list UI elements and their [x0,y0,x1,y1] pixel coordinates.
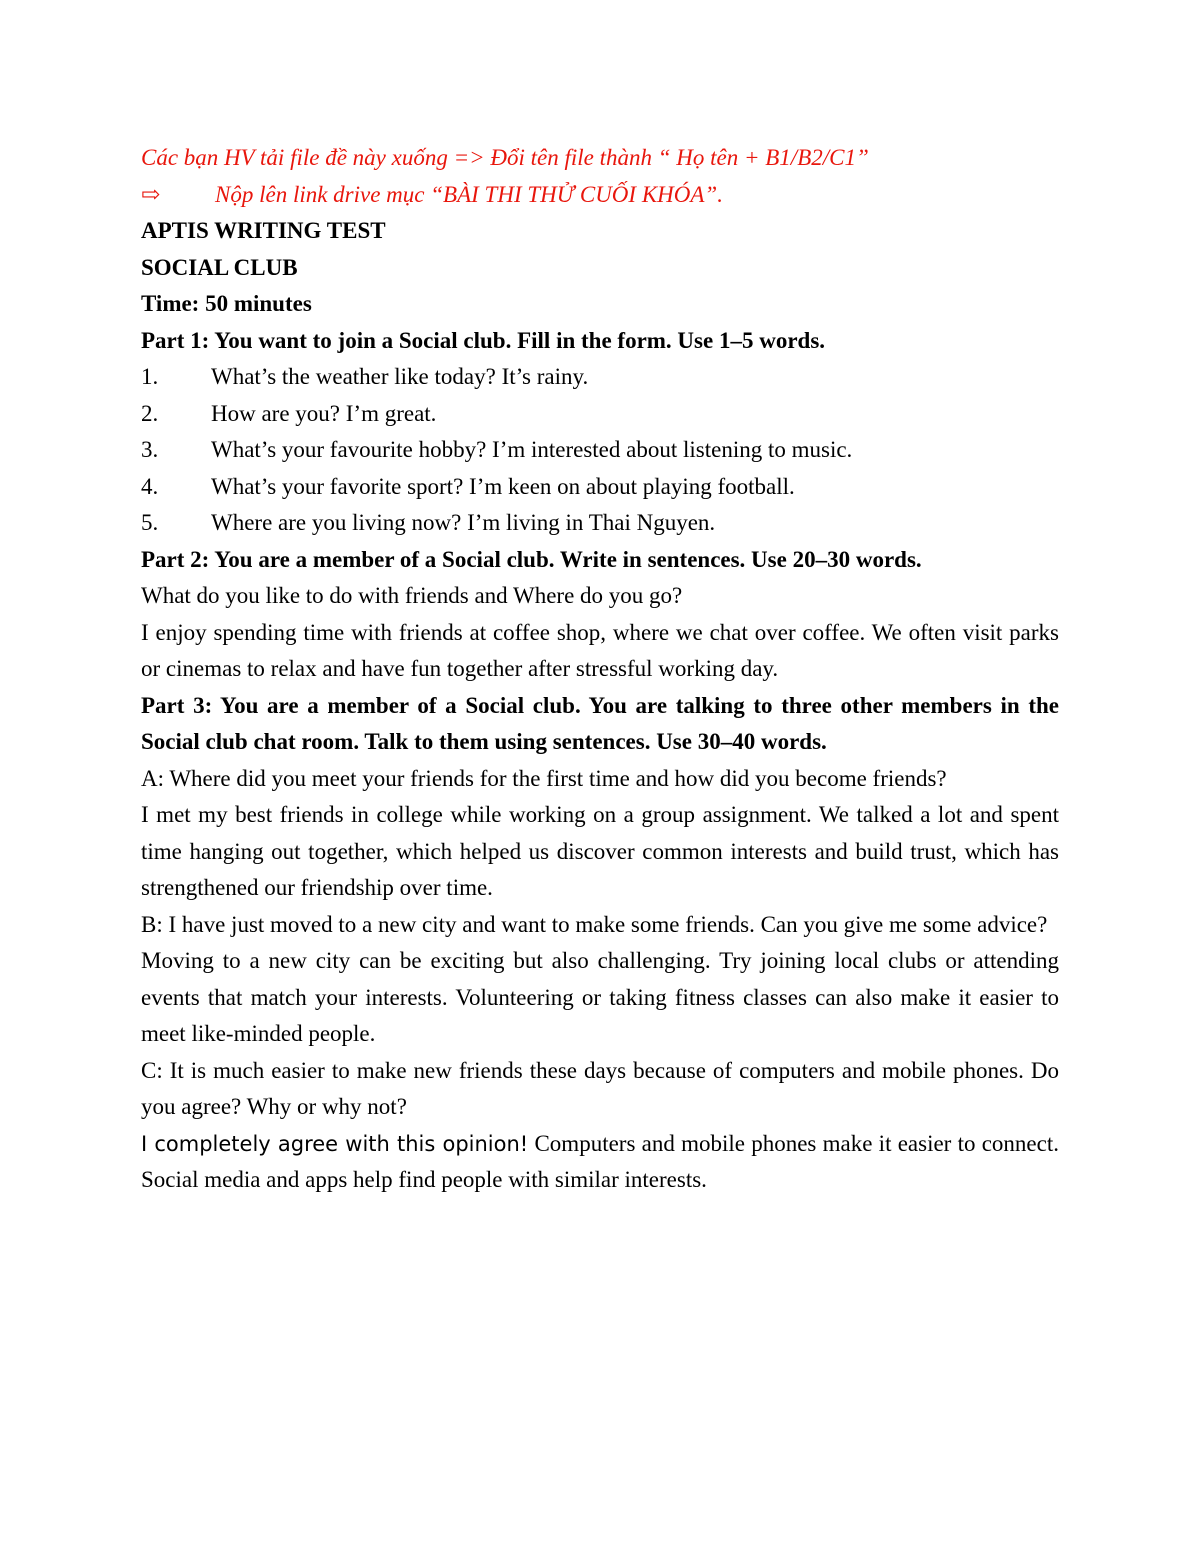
part2-question: What do you like to do with friends and Where do you go? [141,583,683,608]
part3-question-b: B: I have just moved to a new city and want to make some friends. Can you give me some advice? [141,911,1048,937]
list-item [141,396,1059,433]
part3-answer-c [141,1126,1059,1199]
part3-answer-a: I met my best friends in college while working on a group assignment. We talked a lot and spent time hanging out together, which helped us discover common interests and build trust, which has strengthened our friendship over time. [141,802,1059,900]
page-subtitle: SOCIAL CLUB [141,254,298,280]
part3-answer-c-rest: Computers and mobile phones make it easier to connect. Social media and apps help find people with similar interests. [141,1130,1059,1192]
list-item [141,505,1059,542]
part2-answer: I enjoy spending time with friends at coffee shop, where we chat over coffee. We often visit parks or cinemas to relax and have fun together after stressful working day. [141,619,1059,681]
list-item-text: Where are you living now? I’m living in Thai Nguyen. [211,510,716,535]
list-item-number: 3. [141,437,159,462]
part3-answer-c-lead: I completely agree with this opinion! [141,1131,529,1156]
notice-line-2 [141,177,1059,214]
time-limit: Time: 50 minutes [141,291,312,316]
list-item-text: What’s your favourite hobby? I’m interested about listening to music. [211,437,853,462]
list-item-number: 4. [141,473,159,499]
list-item-text: What’s your favorite sport? I’m keen on about playing football. [211,473,795,499]
list-item-text: How are you? I’m great. [211,400,437,426]
arrow-right-icon: ⇨ [141,181,161,207]
part3-answer-b: Moving to a new city can be exciting but also challenging. Try joining local clubs or attending events that match your interests. Volunteering or taking fitness classes can also make it easier to meet like-minded people. [141,948,1059,1046]
document-page [141,140,1059,1199]
list-item [141,469,1059,506]
part1-heading: Part 1: You want to join a Social club. Fill in the form. Use 1–5 words. [141,327,826,353]
page-title: APTIS WRITING TEST [141,218,386,243]
part2-heading: Part 2: You are a member of a Social club. Write in sentences. Use 20–30 words. [141,546,922,572]
part1-list [141,359,1059,542]
list-item [141,359,1059,396]
notice-line-1: Các bạn HV tải file đề này xuống => Đổi tên file thành “ Họ tên + B1/B2/C1” [141,145,869,170]
part3-heading: Part 3: You are a member of a Social club. You are talking to three other members in the Social club chat room. Talk to them using sentences. Use 30–40 words. [141,692,1059,754]
list-item-number: 5. [141,510,159,535]
part3-question-c: C: It is much easier to make new friends these days because of computers and mobile phones. Do you agree? Why or why not? [141,1057,1059,1119]
list-item-number: 1. [141,364,159,389]
list-item-number: 2. [141,400,159,426]
list-item-text: What’s the weather like today? It’s rainy. [211,364,589,389]
notice-line-2-text: Nộp lên link drive mục “BÀI THI THỬ CUỐI KHÓA”. [215,181,723,207]
list-item [141,432,1059,469]
part3-question-a: A: Where did you meet your friends for the first time and how did you become friends? [141,765,947,791]
